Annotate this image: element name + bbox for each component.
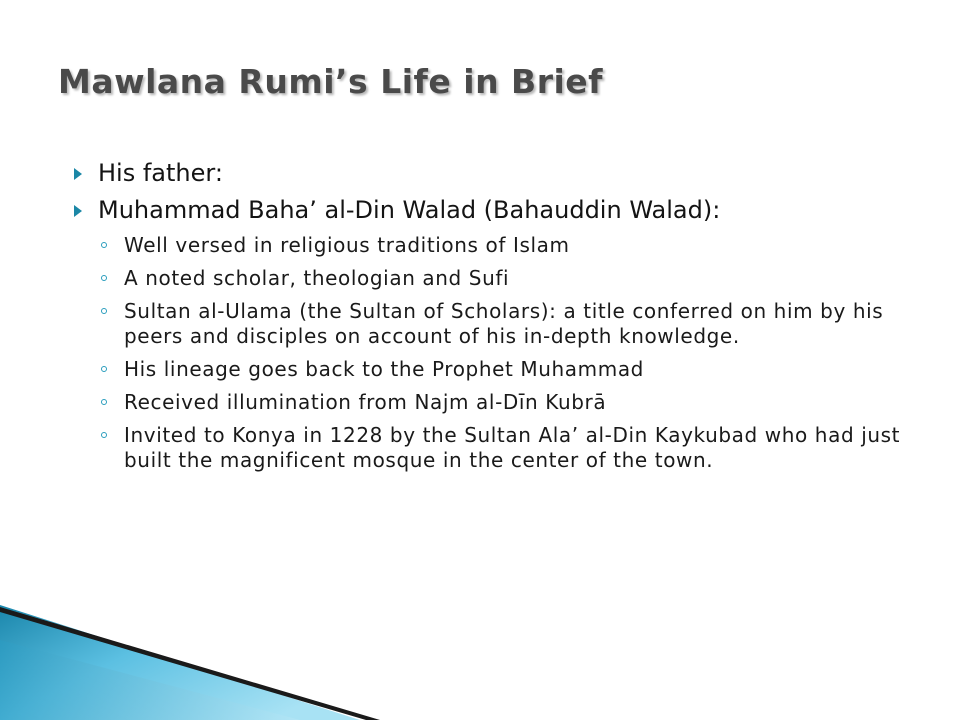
circle-bullet-icon (101, 366, 107, 372)
sub-bullet (72, 299, 912, 349)
sub-bullet-text: Received illumination from Najm al-Dīn Kubrā (124, 390, 607, 414)
sub-bullet-text: His lineage goes back to the Prophet Muhammad (124, 357, 644, 381)
bullet-text: Muhammad Baha’ al-Din Walad (Bahauddin Walad): (98, 196, 721, 224)
bullet-his-father (72, 158, 912, 188)
bullet-father-name (72, 195, 912, 225)
sub-bullet (72, 357, 912, 382)
circle-bullet-icon (101, 399, 107, 405)
sub-bullet (72, 423, 912, 473)
sub-bullet (72, 266, 912, 291)
sub-bullet (72, 390, 912, 415)
circle-bullet-icon (101, 275, 107, 281)
bullet-text: His father: (98, 159, 223, 187)
sub-bullet-list (72, 233, 912, 473)
circle-bullet-icon (101, 308, 107, 314)
circle-bullet-icon (101, 432, 107, 438)
sub-bullet-text: Invited to Konya in 1228 by the Sultan Ala’ al-Din Kaykubad who had just built the magnificent mosque in the center of the town. (124, 423, 901, 472)
arrow-bullet-icon (74, 205, 82, 217)
slide-title: Mawlana Rumi’s Life in Brief (58, 62, 604, 101)
circle-bullet-icon (101, 242, 107, 248)
slide-content (72, 158, 912, 481)
sub-bullet-text: Well versed in religious traditions of Islam (124, 233, 570, 257)
arrow-bullet-icon (74, 168, 82, 180)
sub-bullet-text: A noted scholar, theologian and Sufi (124, 266, 510, 290)
sub-bullet (72, 233, 912, 258)
sub-bullet-text: Sultan al-Ulama (the Sultan of Scholars): a title conferred on him by his peers and disciples on account of his in-depth knowledge. (124, 299, 884, 348)
